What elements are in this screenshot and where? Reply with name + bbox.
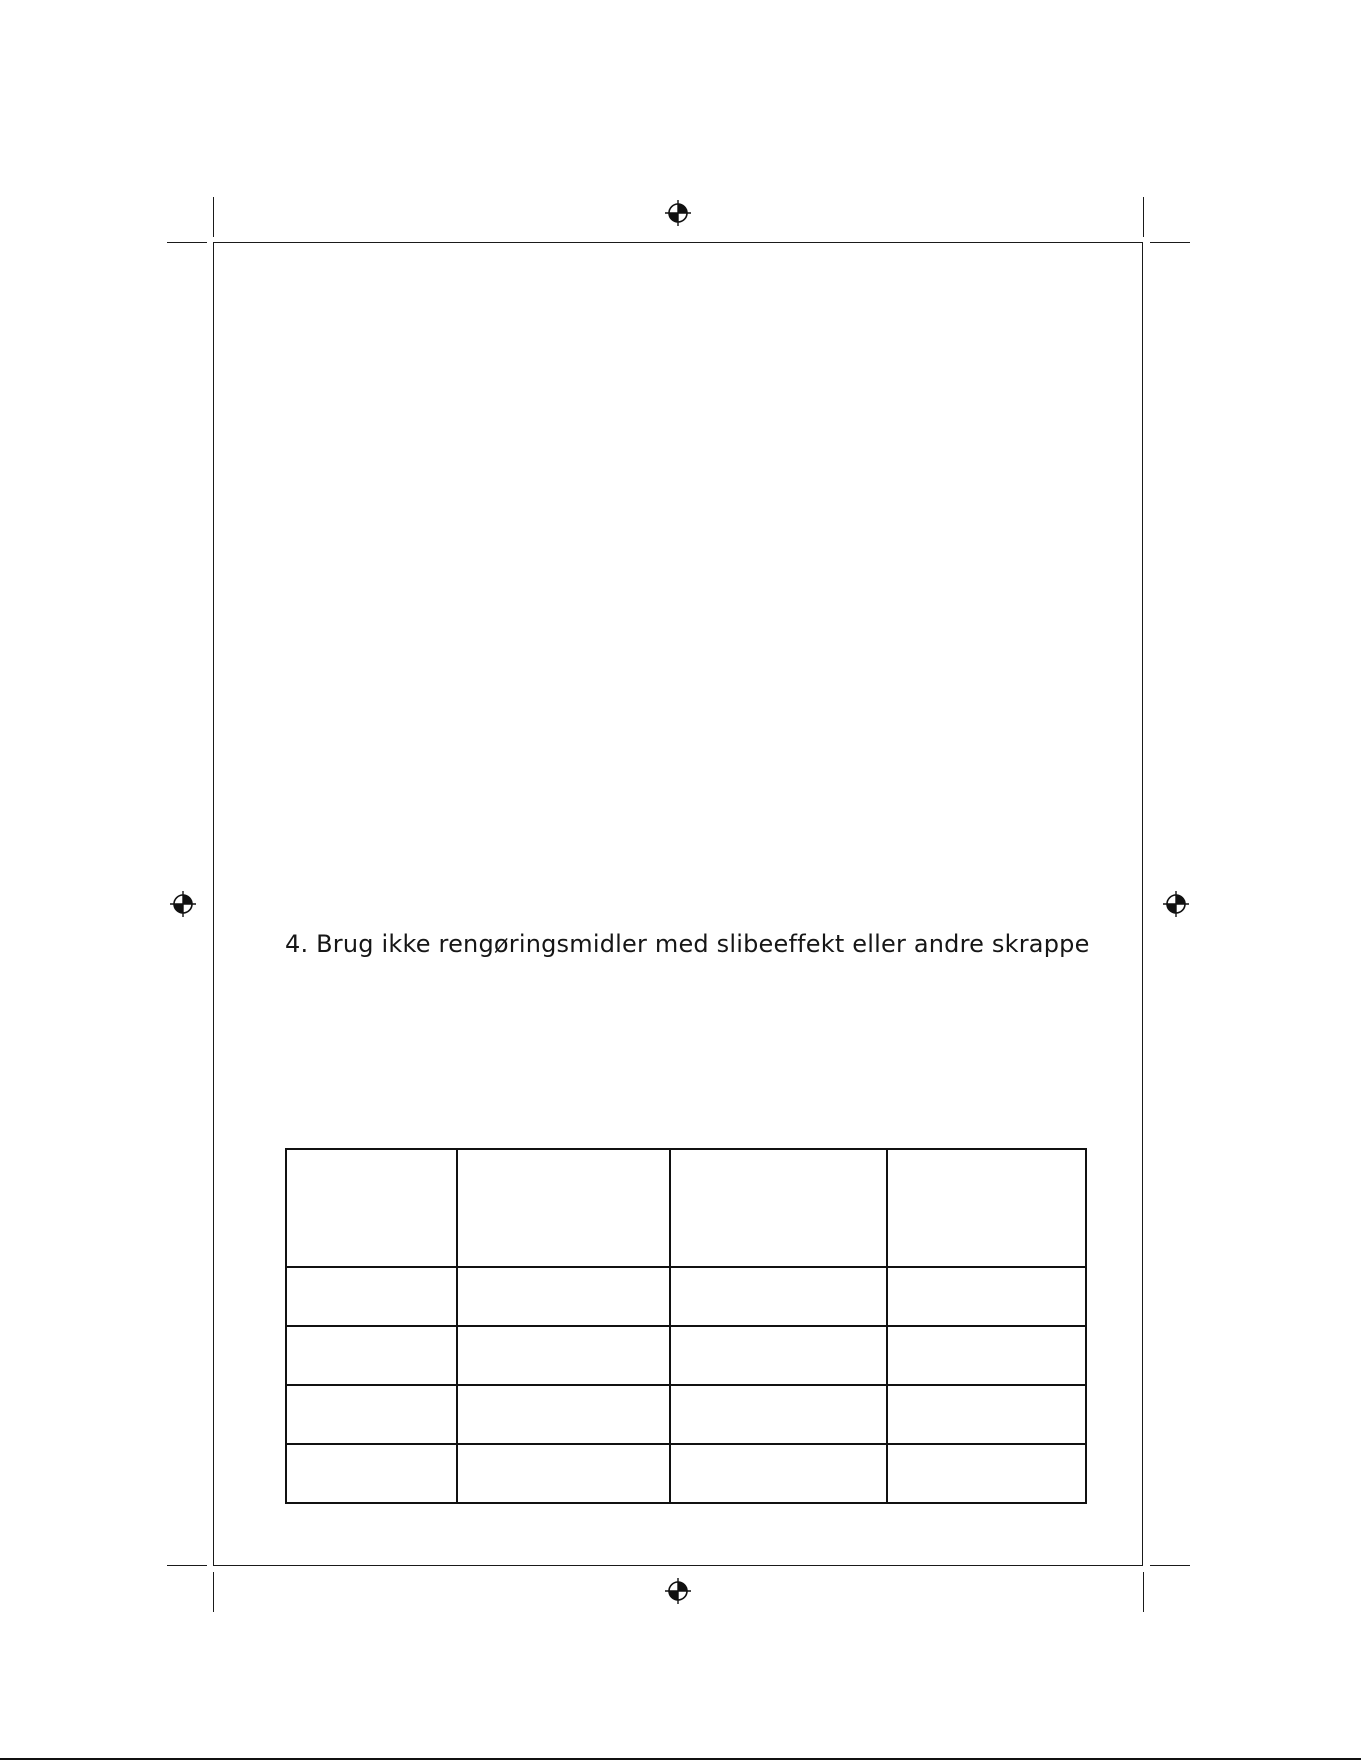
table-cell	[457, 1385, 670, 1444]
table-header-cell	[286, 1149, 457, 1267]
crop-mark-bottom-left-horizontal	[167, 1565, 207, 1566]
registration-crosshair-icon	[170, 891, 196, 917]
crop-mark-top-right-horizontal	[1150, 242, 1190, 243]
table-row	[286, 1326, 1086, 1385]
bottom-edge-rule	[0, 1758, 1361, 1760]
registration-crosshair-icon	[1163, 891, 1189, 917]
table-cell	[887, 1444, 1086, 1503]
specification-table	[285, 1148, 1085, 1504]
table-row	[286, 1444, 1086, 1503]
table-header-cell	[887, 1149, 1086, 1267]
table-cell	[286, 1326, 457, 1385]
table-cell	[286, 1444, 457, 1503]
cleaning-instruction-text: 4. Brug ikke rengøringsmidler med slibeeffekt eller andre skrappe	[285, 930, 1090, 958]
table-cell	[887, 1385, 1086, 1444]
crop-mark-bottom-right-vertical	[1143, 1572, 1144, 1612]
table-header-cell	[670, 1149, 887, 1267]
table-cell	[670, 1444, 887, 1503]
table-cell	[887, 1267, 1086, 1326]
empty-grid-table	[285, 1148, 1087, 1504]
crop-mark-top-right-vertical	[1143, 197, 1144, 237]
table-row	[286, 1267, 1086, 1326]
table-cell	[286, 1385, 457, 1444]
table-cell	[670, 1385, 887, 1444]
crop-mark-top-left-vertical	[213, 197, 214, 237]
crop-mark-bottom-left-vertical	[213, 1572, 214, 1612]
table-cell	[457, 1326, 670, 1385]
table-cell	[670, 1267, 887, 1326]
table-cell	[887, 1326, 1086, 1385]
registration-crosshair-icon	[665, 1578, 691, 1604]
table-cell	[286, 1267, 457, 1326]
crop-mark-top-left-horizontal	[167, 242, 207, 243]
crop-mark-bottom-right-horizontal	[1150, 1565, 1190, 1566]
table-cell	[670, 1326, 887, 1385]
table-row	[286, 1385, 1086, 1444]
table-cell	[457, 1267, 670, 1326]
registration-crosshair-icon	[665, 200, 691, 226]
table-header-cell	[457, 1149, 670, 1267]
table-cell	[457, 1444, 670, 1503]
table-header-row	[286, 1149, 1086, 1267]
